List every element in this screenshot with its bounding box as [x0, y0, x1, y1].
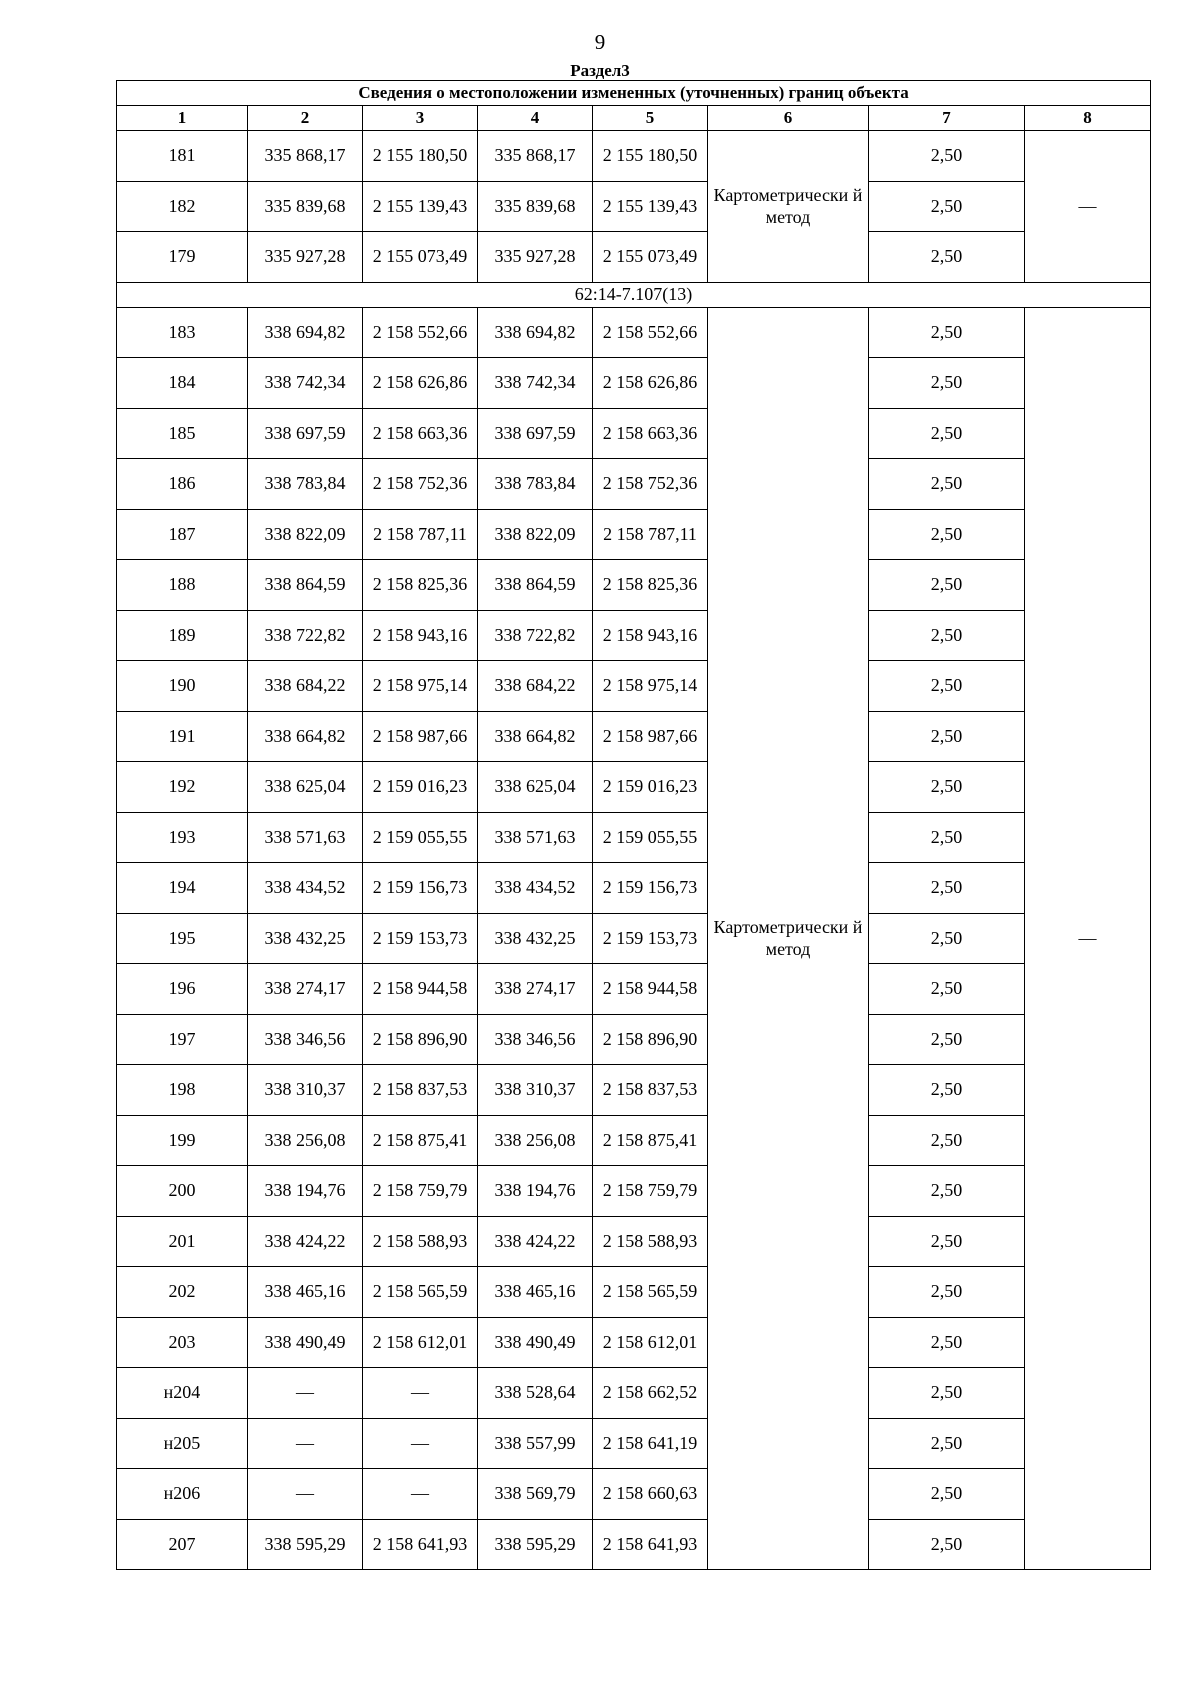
x-refined-cell: 338 595,29 — [478, 1519, 593, 1570]
point-number-cell: 197 — [117, 1014, 248, 1065]
y-existing-cell: 2 158 825,36 — [363, 560, 478, 611]
y-existing-cell: 2 158 987,66 — [363, 711, 478, 762]
x-refined-cell: 338 465,16 — [478, 1267, 593, 1318]
x-existing-cell: 338 822,09 — [248, 509, 363, 560]
precision-cell: 2,50 — [869, 1317, 1025, 1368]
table-row — [117, 661, 1151, 712]
page-number: 9 — [594, 30, 606, 54]
precision-cell: 2,50 — [869, 610, 1025, 661]
point-number-cell: 186 — [117, 459, 248, 510]
y-refined-cell: 2 158 787,11 — [593, 509, 708, 560]
y-refined-cell: 2 158 662,52 — [593, 1368, 708, 1419]
y-existing-cell: 2 158 896,90 — [363, 1014, 478, 1065]
y-existing-cell: 2 158 588,93 — [363, 1216, 478, 1267]
point-number-cell: 201 — [117, 1216, 248, 1267]
y-refined-cell: 2 159 156,73 — [593, 863, 708, 914]
point-number-cell: 183 — [117, 307, 248, 358]
y-existing-cell: 2 159 016,23 — [363, 762, 478, 813]
precision-cell: 2,50 — [869, 509, 1025, 560]
y-refined-cell: 2 158 987,66 — [593, 711, 708, 762]
x-refined-cell: 338 528,64 — [478, 1368, 593, 1419]
precision-cell: 2,50 — [869, 1267, 1025, 1318]
y-existing-cell: — — [363, 1469, 478, 1520]
x-refined-cell: 338 694,82 — [478, 307, 593, 358]
y-refined-cell: 2 158 837,53 — [593, 1065, 708, 1116]
precision-cell: 2,50 — [869, 812, 1025, 863]
x-existing-cell: 338 684,22 — [248, 661, 363, 712]
point-number-cell: н206 — [117, 1469, 248, 1520]
precision-cell: 2,50 — [869, 1115, 1025, 1166]
y-refined-cell: 2 155 180,50 — [593, 131, 708, 182]
x-existing-cell: 338 742,34 — [248, 358, 363, 409]
y-existing-cell: 2 158 641,93 — [363, 1519, 478, 1570]
group-label-cell: 62:14-7.107(13) — [117, 282, 1151, 307]
y-existing-cell: 2 159 156,73 — [363, 863, 478, 914]
x-refined-cell: 338 697,59 — [478, 408, 593, 459]
point-number-cell: 185 — [117, 408, 248, 459]
table-row — [117, 1519, 1151, 1570]
x-existing-cell: 338 274,17 — [248, 964, 363, 1015]
point-number-cell: 191 — [117, 711, 248, 762]
y-refined-cell: 2 158 759,79 — [593, 1166, 708, 1217]
x-existing-cell: 338 432,25 — [248, 913, 363, 964]
x-existing-cell: 338 697,59 — [248, 408, 363, 459]
x-existing-cell: — — [248, 1469, 363, 1520]
x-existing-cell: 338 256,08 — [248, 1115, 363, 1166]
y-existing-cell: 2 158 552,66 — [363, 307, 478, 358]
y-refined-cell: 2 155 073,49 — [593, 232, 708, 283]
x-existing-cell: 335 927,28 — [248, 232, 363, 283]
x-refined-cell: 335 839,68 — [478, 181, 593, 232]
precision-cell: 2,50 — [869, 711, 1025, 762]
x-existing-cell: 338 434,52 — [248, 863, 363, 914]
precision-cell: 2,50 — [869, 1014, 1025, 1065]
x-refined-cell: 338 571,63 — [478, 812, 593, 863]
y-refined-cell: 2 158 552,66 — [593, 307, 708, 358]
y-refined-cell: 2 158 825,36 — [593, 560, 708, 611]
point-number-cell: 207 — [117, 1519, 248, 1570]
table-row — [117, 610, 1151, 661]
x-existing-cell: 338 694,82 — [248, 307, 363, 358]
y-existing-cell: — — [363, 1418, 478, 1469]
x-refined-cell: 338 346,56 — [478, 1014, 593, 1065]
point-number-cell: 194 — [117, 863, 248, 914]
boundary-table — [116, 80, 1151, 1570]
point-number-cell: н204 — [117, 1368, 248, 1419]
y-existing-cell: 2 158 875,41 — [363, 1115, 478, 1166]
y-refined-cell: 2 158 752,36 — [593, 459, 708, 510]
x-refined-cell: 338 490,49 — [478, 1317, 593, 1368]
x-existing-cell: 338 194,76 — [248, 1166, 363, 1217]
column-number: 2 — [248, 106, 363, 131]
y-existing-cell: 2 155 180,50 — [363, 131, 478, 182]
y-refined-cell: 2 158 660,63 — [593, 1469, 708, 1520]
y-refined-cell: 2 158 612,01 — [593, 1317, 708, 1368]
point-number-cell: 181 — [117, 131, 248, 182]
column-number-row — [117, 106, 1151, 131]
method-cell: Картометрически й метод — [708, 131, 869, 283]
table-row — [117, 1216, 1151, 1267]
y-refined-cell: 2 158 875,41 — [593, 1115, 708, 1166]
note-cell: — — [1025, 131, 1151, 283]
x-existing-cell: 338 722,82 — [248, 610, 363, 661]
column-number: 4 — [478, 106, 593, 131]
point-number-cell: 187 — [117, 509, 248, 560]
y-refined-cell: 2 158 896,90 — [593, 1014, 708, 1065]
x-refined-cell: 338 742,34 — [478, 358, 593, 409]
point-number-cell: 190 — [117, 661, 248, 712]
x-refined-cell: 338 822,09 — [478, 509, 593, 560]
table-row — [117, 509, 1151, 560]
x-existing-cell: 338 346,56 — [248, 1014, 363, 1065]
x-refined-cell: 338 569,79 — [478, 1469, 593, 1520]
point-number-cell: 203 — [117, 1317, 248, 1368]
column-number: 6 — [708, 106, 869, 131]
table-row — [117, 1065, 1151, 1116]
table-row — [117, 913, 1151, 964]
precision-cell: 2,50 — [869, 1368, 1025, 1419]
precision-cell: 2,50 — [869, 1519, 1025, 1570]
x-refined-cell: 338 256,08 — [478, 1115, 593, 1166]
point-number-cell: 198 — [117, 1065, 248, 1116]
y-existing-cell: 2 159 055,55 — [363, 812, 478, 863]
y-existing-cell: 2 158 943,16 — [363, 610, 478, 661]
x-refined-cell: 338 434,52 — [478, 863, 593, 914]
x-existing-cell: 338 465,16 — [248, 1267, 363, 1318]
precision-cell: 2,50 — [869, 964, 1025, 1015]
x-existing-cell: 338 490,49 — [248, 1317, 363, 1368]
table-row — [117, 232, 1151, 283]
table-row — [117, 131, 1151, 182]
y-refined-cell: 2 158 663,36 — [593, 408, 708, 459]
precision-cell: 2,50 — [869, 1418, 1025, 1469]
table-body — [117, 131, 1151, 1570]
table-row — [117, 1115, 1151, 1166]
y-refined-cell: 2 158 641,93 — [593, 1519, 708, 1570]
y-existing-cell: 2 158 787,11 — [363, 509, 478, 560]
x-refined-cell: 338 424,22 — [478, 1216, 593, 1267]
x-refined-cell: 335 868,17 — [478, 131, 593, 182]
x-refined-cell: 338 625,04 — [478, 762, 593, 813]
y-existing-cell: 2 158 975,14 — [363, 661, 478, 712]
column-number: 7 — [869, 106, 1025, 131]
column-number: 5 — [593, 106, 708, 131]
x-existing-cell: 338 625,04 — [248, 762, 363, 813]
precision-cell: 2,50 — [869, 1166, 1025, 1217]
x-refined-cell: 338 194,76 — [478, 1166, 593, 1217]
table-row — [117, 812, 1151, 863]
y-refined-cell: 2 159 153,73 — [593, 913, 708, 964]
y-existing-cell: — — [363, 1368, 478, 1419]
y-refined-cell: 2 158 626,86 — [593, 358, 708, 409]
precision-cell: 2,50 — [869, 913, 1025, 964]
table-row — [117, 1014, 1151, 1065]
precision-cell: 2,50 — [869, 863, 1025, 914]
table-row — [117, 408, 1151, 459]
x-existing-cell: 335 868,17 — [248, 131, 363, 182]
precision-cell: 2,50 — [869, 1469, 1025, 1520]
point-number-cell: 179 — [117, 232, 248, 283]
y-refined-cell: 2 158 944,58 — [593, 964, 708, 1015]
x-refined-cell: 335 927,28 — [478, 232, 593, 283]
point-number-cell: 188 — [117, 560, 248, 611]
precision-cell: 2,50 — [869, 307, 1025, 358]
y-refined-cell: 2 158 565,59 — [593, 1267, 708, 1318]
x-refined-cell: 338 684,22 — [478, 661, 593, 712]
point-number-cell: 200 — [117, 1166, 248, 1217]
table-row — [117, 762, 1151, 813]
y-existing-cell: 2 158 663,36 — [363, 408, 478, 459]
y-refined-cell: 2 159 016,23 — [593, 762, 708, 813]
y-existing-cell: 2 159 153,73 — [363, 913, 478, 964]
y-refined-cell: 2 158 975,14 — [593, 661, 708, 712]
table-row — [117, 863, 1151, 914]
precision-cell: 2,50 — [869, 131, 1025, 182]
y-existing-cell: 2 158 565,59 — [363, 1267, 478, 1318]
table-row — [117, 560, 1151, 611]
table-row — [117, 459, 1151, 510]
section-title: Раздел3 — [570, 61, 630, 80]
precision-cell: 2,50 — [869, 459, 1025, 510]
x-existing-cell: 338 310,37 — [248, 1065, 363, 1116]
point-number-cell: 193 — [117, 812, 248, 863]
point-number-cell: 182 — [117, 181, 248, 232]
point-number-cell: 189 — [117, 610, 248, 661]
x-existing-cell: 338 783,84 — [248, 459, 363, 510]
y-refined-cell: 2 159 055,55 — [593, 812, 708, 863]
precision-cell: 2,50 — [869, 1216, 1025, 1267]
point-number-cell: 202 — [117, 1267, 248, 1318]
precision-cell: 2,50 — [869, 358, 1025, 409]
x-refined-cell: 338 722,82 — [478, 610, 593, 661]
x-existing-cell: 338 595,29 — [248, 1519, 363, 1570]
x-existing-cell: 338 424,22 — [248, 1216, 363, 1267]
y-existing-cell: 2 158 626,86 — [363, 358, 478, 409]
table-row — [117, 1166, 1151, 1217]
point-number-cell: 199 — [117, 1115, 248, 1166]
table-caption: Сведения о местоположении измененных (уточненных) границ объекта — [117, 81, 1151, 106]
x-existing-cell: 335 839,68 — [248, 181, 363, 232]
point-number-cell: 195 — [117, 913, 248, 964]
x-refined-cell: 338 310,37 — [478, 1065, 593, 1116]
x-existing-cell: 338 571,63 — [248, 812, 363, 863]
y-existing-cell: 2 158 944,58 — [363, 964, 478, 1015]
x-existing-cell: — — [248, 1368, 363, 1419]
table-row — [117, 1317, 1151, 1368]
table-row — [117, 358, 1151, 409]
y-refined-cell: 2 158 588,93 — [593, 1216, 708, 1267]
table-caption-row — [117, 81, 1151, 106]
column-number: 8 — [1025, 106, 1151, 131]
table-row — [117, 964, 1151, 1015]
x-refined-cell: 338 864,59 — [478, 560, 593, 611]
precision-cell: 2,50 — [869, 232, 1025, 283]
table-row — [117, 1469, 1151, 1520]
precision-cell: 2,50 — [869, 560, 1025, 611]
point-number-cell: 196 — [117, 964, 248, 1015]
table-row — [117, 1368, 1151, 1419]
precision-cell: 2,50 — [869, 762, 1025, 813]
note-cell: — — [1025, 307, 1151, 1570]
table-row — [117, 1267, 1151, 1318]
x-refined-cell: 338 557,99 — [478, 1418, 593, 1469]
y-refined-cell: 2 158 943,16 — [593, 610, 708, 661]
y-existing-cell: 2 158 752,36 — [363, 459, 478, 510]
x-refined-cell: 338 664,82 — [478, 711, 593, 762]
table-row — [117, 1418, 1151, 1469]
x-existing-cell: 338 664,82 — [248, 711, 363, 762]
precision-cell: 2,50 — [869, 181, 1025, 232]
precision-cell: 2,50 — [869, 1065, 1025, 1116]
table-row — [117, 711, 1151, 762]
method-cell: Картометрически й метод — [708, 307, 869, 1570]
table-row — [117, 307, 1151, 358]
precision-cell: 2,50 — [869, 408, 1025, 459]
y-existing-cell: 2 155 073,49 — [363, 232, 478, 283]
x-existing-cell: 338 864,59 — [248, 560, 363, 611]
column-number: 1 — [117, 106, 248, 131]
table-row — [117, 181, 1151, 232]
group-label-row — [117, 282, 1151, 307]
y-existing-cell: 2 158 612,01 — [363, 1317, 478, 1368]
column-number: 3 — [363, 106, 478, 131]
precision-cell: 2,50 — [869, 661, 1025, 712]
y-refined-cell: 2 158 641,19 — [593, 1418, 708, 1469]
y-existing-cell: 2 158 837,53 — [363, 1065, 478, 1116]
x-refined-cell: 338 274,17 — [478, 964, 593, 1015]
y-refined-cell: 2 155 139,43 — [593, 181, 708, 232]
x-refined-cell: 338 783,84 — [478, 459, 593, 510]
point-number-cell: н205 — [117, 1418, 248, 1469]
y-existing-cell: 2 158 759,79 — [363, 1166, 478, 1217]
x-existing-cell: — — [248, 1418, 363, 1469]
y-existing-cell: 2 155 139,43 — [363, 181, 478, 232]
point-number-cell: 184 — [117, 358, 248, 409]
x-refined-cell: 338 432,25 — [478, 913, 593, 964]
point-number-cell: 192 — [117, 762, 248, 813]
